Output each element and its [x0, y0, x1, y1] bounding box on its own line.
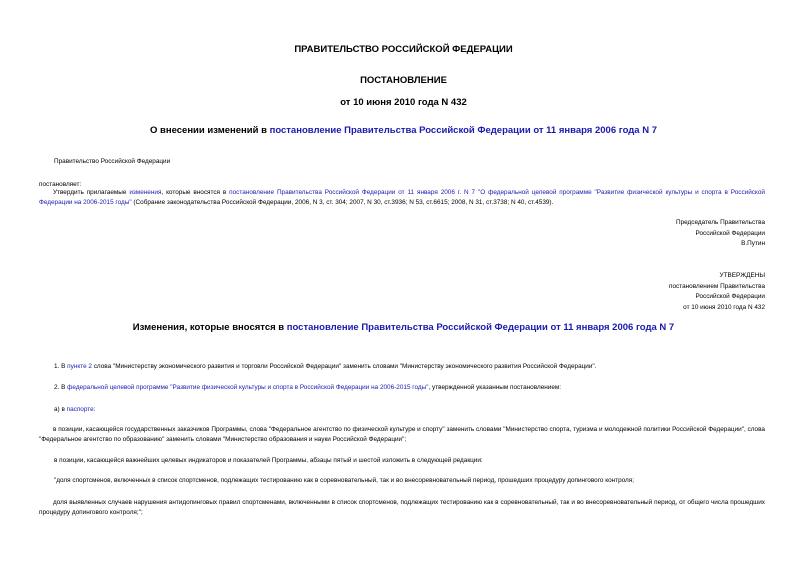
clause-2-link[interactable]: пункте 2	[67, 363, 92, 370]
item-2	[54, 383, 561, 393]
paragraph-athletes-share: "доля спортсменов, включенных в список спортсменов, подлежащих тестированию как в соревновательный, так и во внесоревновательный период, прошедших процедуру допингового контроля;	[54, 477, 635, 484]
paragraph-violations-share: доля выявленных случаев нарушения антидопинговых правил спортсменами, включенными в список спортсменов, подлежащих тестированию как в соревновательный, так и во внесоревновательный период, от общего числа прошедших процедуру допингового контроля;";	[39, 499, 765, 516]
item-2-text: , утвержденной указанным постановлением:	[428, 384, 562, 391]
decides-line: постановляет:	[39, 181, 82, 188]
decision-text-1: Утвердить прилагаемые	[53, 189, 130, 196]
changes-title-prefix: Изменения, которые вносятся в	[132, 322, 287, 333]
approved-block	[669, 271, 765, 313]
signature-line-1: Председатель Правительства	[676, 219, 765, 226]
passport-link[interactable]: паспорте	[66, 406, 94, 413]
program-link[interactable]: федеральной целевой программе "Развитие физической культуры и спорта в Российской Федерации на 2006-2015 годы"	[67, 384, 429, 391]
changes-link[interactable]: изменения	[129, 189, 162, 196]
document-date-number: от 10 июня 2010 года N 432	[340, 97, 467, 108]
document-subject	[0, 125, 807, 136]
approved-line-4: от 10 июня 2010 года N 432	[683, 303, 765, 311]
government-heading: ПРАВИТЕЛЬСТВО РОССИЙСКОЙ ФЕДЕРАЦИИ	[294, 44, 513, 55]
item-2-prefix: 2. В	[54, 384, 68, 391]
decision-text-2: , которые вносятся в	[161, 189, 230, 196]
item-a	[54, 405, 95, 415]
item-a-suffix: :	[93, 406, 96, 413]
subject-link[interactable]: постановление Правительства Российской Федерации от 11 января 2006 года N 7	[269, 125, 658, 136]
government-line: Правительство Российской Федерации	[54, 158, 171, 165]
decision-text-3: (Собрание законодательства Российской Федерации, 2006, N 3, ст. 304; 2007, N 30, ст.3936; N 53, ст.6615; 2008, N 31, ст.3738; N 40, ст.4539).	[131, 199, 554, 206]
subject-prefix: О внесении изменений в	[149, 125, 270, 136]
paragraph-customers: в позиции, касающейся государственных заказчиков Программы, слова "Федеральное агентство по физической культуре и спорту" заменить словами "Министерство спорта, туризма и молодежной политики Российской Федерации", слова "Федеральное агентство по образованию" заменить словами "Министерство образования и науки Российской Федерации";	[39, 426, 765, 443]
item-1-prefix: 1. В	[54, 363, 68, 370]
approved-line-3: Российской Федерации	[695, 293, 765, 300]
approved-line-1: УТВЕРЖДЕНЫ	[719, 272, 765, 279]
paragraph-indicators: в позиции, касающейся важнейших целевых индикаторов и показателей Программы, абзацы пятый и шестой изложить в следующей редакции:	[54, 457, 483, 464]
signature-block	[676, 218, 765, 250]
approved-line-2: постановлением Правительства	[669, 282, 765, 290]
decision-paragraph	[39, 188, 765, 208]
changes-title	[0, 322, 807, 333]
resolution-link[interactable]: постановление Правительства Российской Федерации от 11 января 2006 г. N 7 "О федеральной целевой программе "Развитие физической культуры и спорта в Российской Федерации на 2006-2015 годы"	[39, 189, 765, 206]
changes-title-link[interactable]: постановление Правительства Российской Федерации от 11 января 2006 года N 7	[286, 322, 675, 333]
item-1	[54, 362, 596, 372]
item-1-text: слова "Министерству экономического развития и торговли Российской Федерации" заменить словами "Министерству экономического развития Российской Федерации".	[91, 363, 597, 370]
signature-line-2: Российской Федерации	[695, 229, 765, 237]
document-type: ПОСТАНОВЛЕНИЕ	[360, 75, 447, 86]
signature-line-3: В.Путин	[741, 240, 765, 247]
item-a-prefix: а) в	[54, 406, 67, 413]
